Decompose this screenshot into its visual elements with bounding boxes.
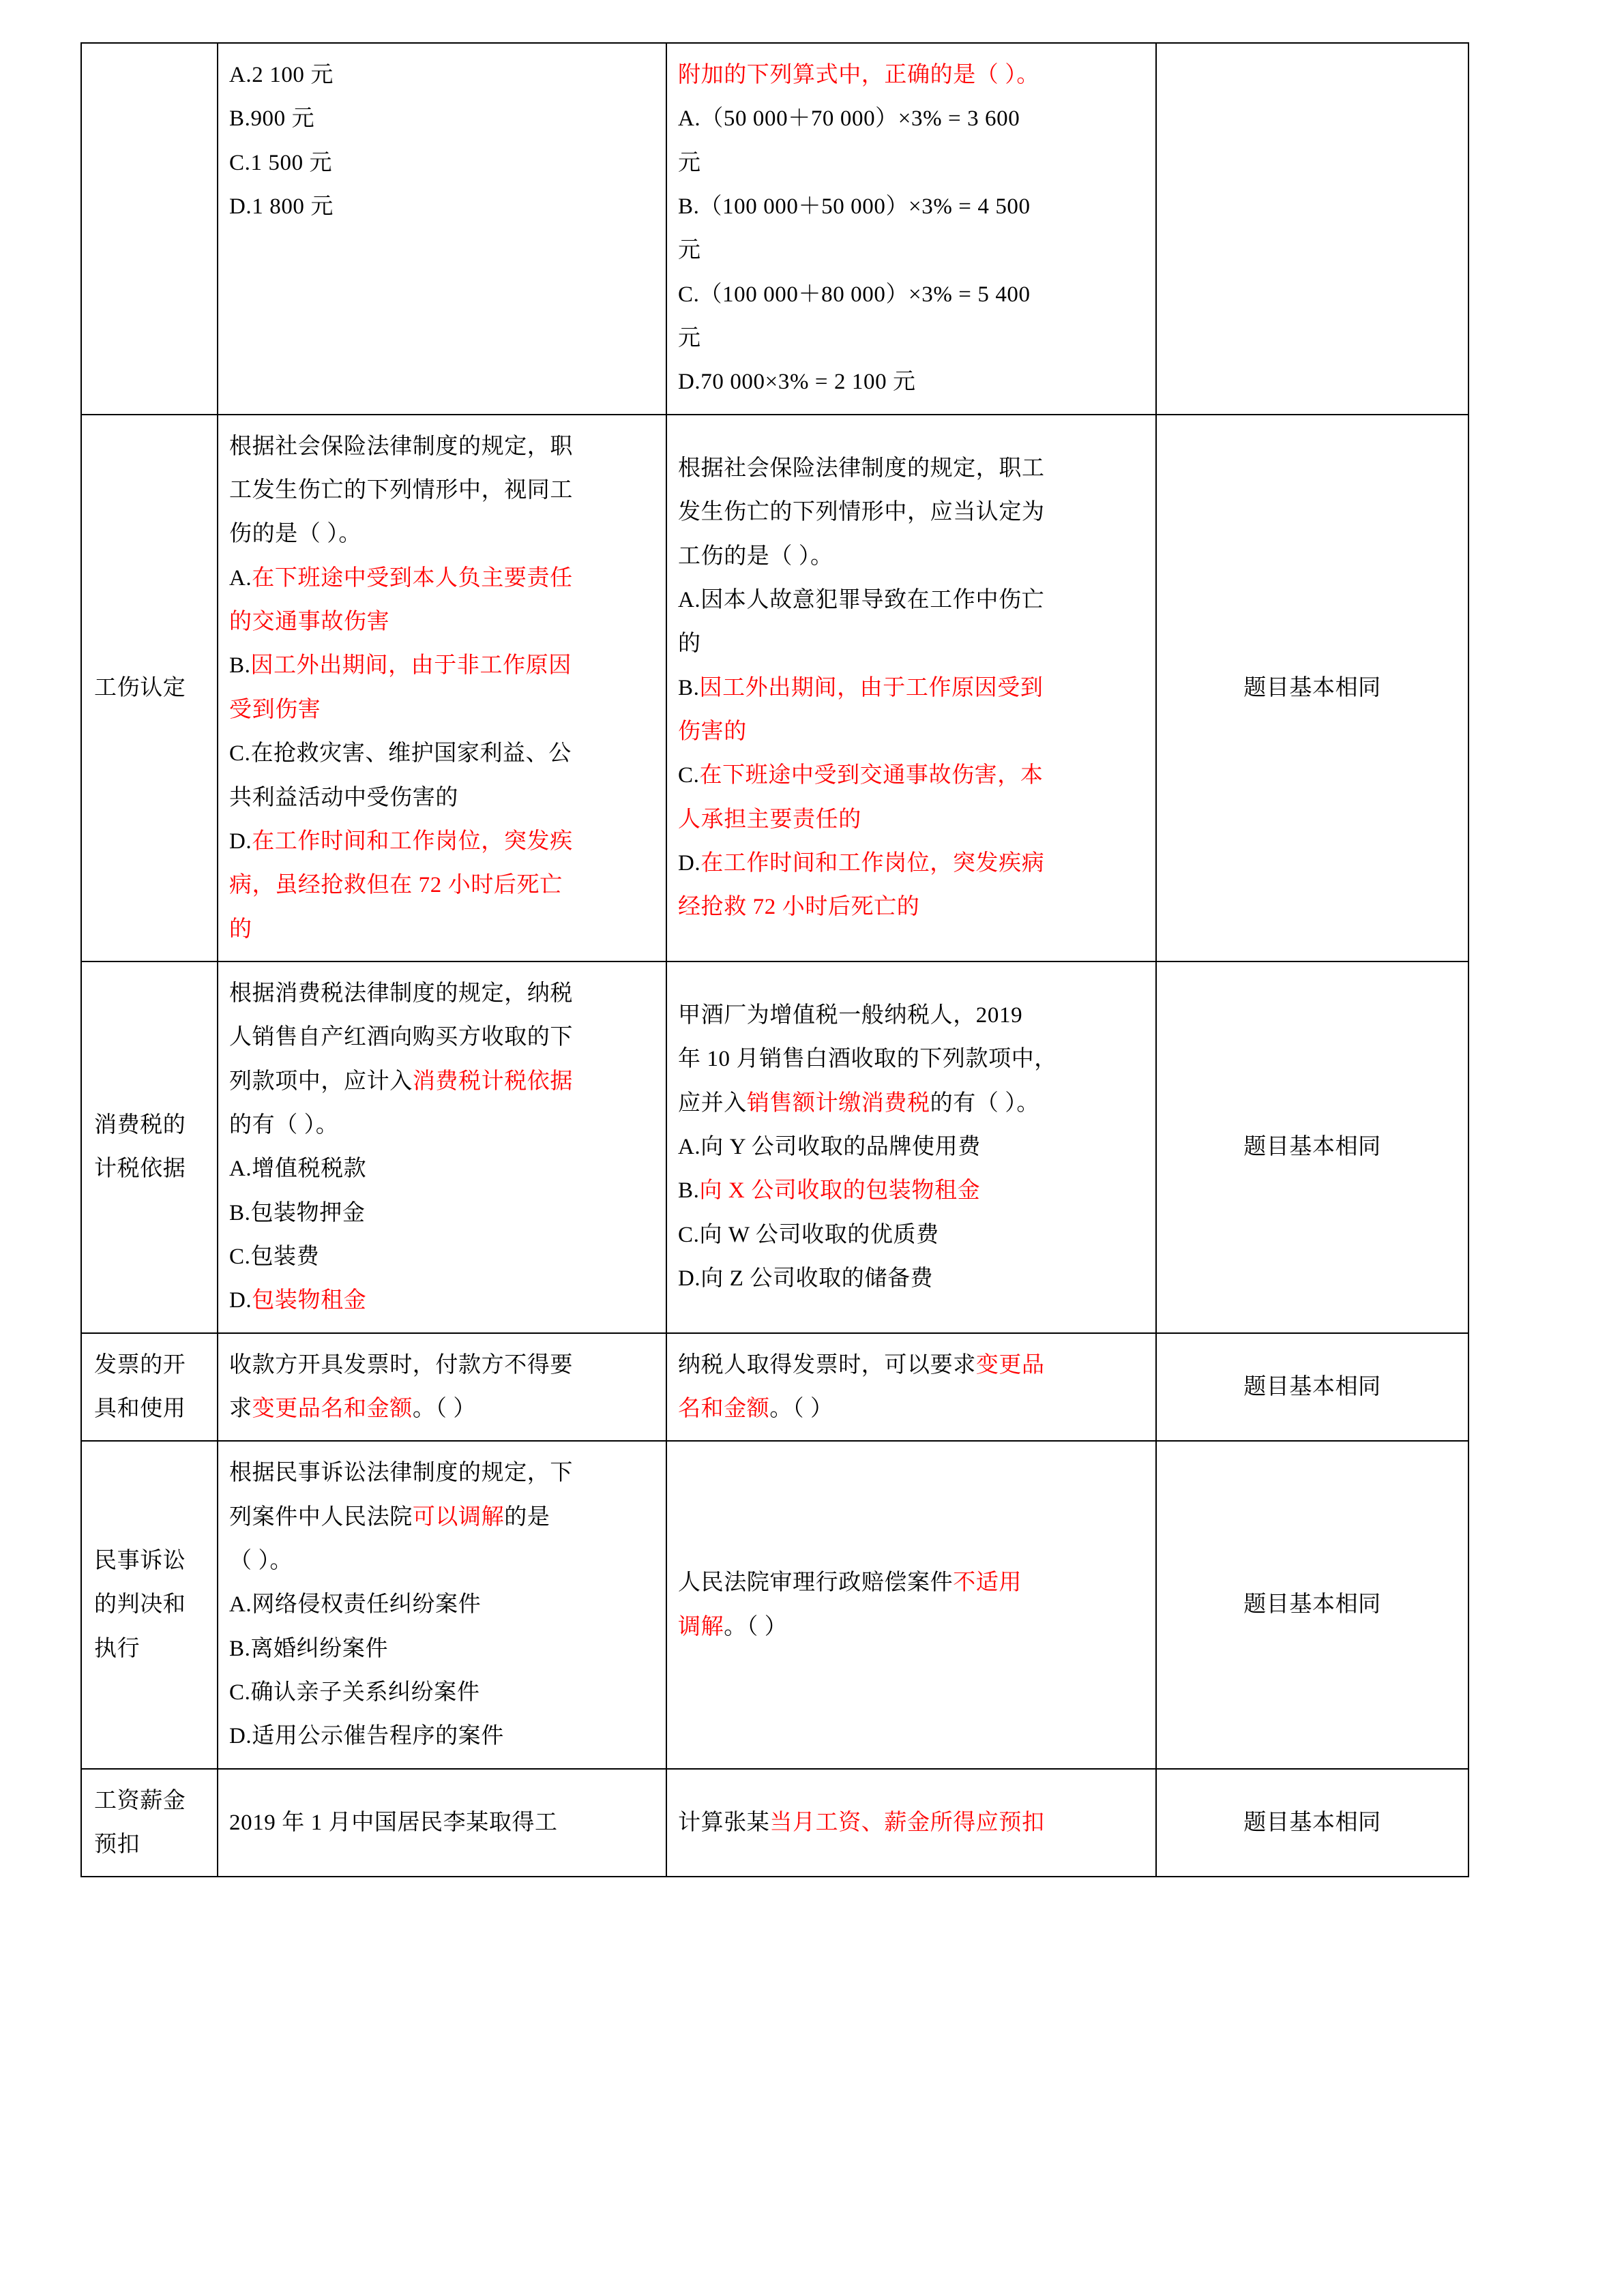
text-run: 元 — [678, 150, 701, 175]
text-line — [229, 1235, 655, 1279]
original-question-cell — [218, 415, 666, 961]
text-line — [678, 666, 1145, 710]
text-run: 求 — [229, 1396, 252, 1421]
text-run: 名和金额 — [678, 1396, 770, 1421]
text-run: 。（ ） — [769, 1396, 833, 1421]
text-line — [678, 1213, 1145, 1257]
text-line — [229, 1451, 655, 1495]
text-run: B. — [229, 653, 251, 679]
text-run-highlight: 当月工资、薪金所得应预扣 — [769, 1810, 1045, 1835]
topic-cell — [81, 43, 218, 415]
text-run: 的 — [229, 916, 252, 942]
text-run: 年 10 月销售白酒收取的下列款项中， — [678, 1047, 1057, 1072]
compared-question-cell — [666, 961, 1156, 1333]
text-run: 受到伤害 — [229, 697, 321, 722]
text-run: A.增值税税款 — [229, 1157, 367, 1182]
compared-question-cell — [666, 1441, 1156, 1768]
text-run: 2019 年 1 月中国居民李某取得工 — [229, 1810, 558, 1835]
note-cell: 题目基本相同 — [1156, 1441, 1468, 1768]
compared-question-cell — [666, 1769, 1156, 1877]
text-run: 根据民事诉讼法律制度的规定，下 — [229, 1461, 573, 1486]
text-line — [229, 1671, 655, 1714]
original-question-cell — [218, 1441, 666, 1768]
text-line — [229, 1191, 655, 1235]
text-run: 附加的下列算式中，正确的是（ ）。 — [678, 63, 1039, 87]
table-body — [81, 43, 1468, 1877]
text-line — [678, 273, 1145, 316]
text-line — [678, 622, 1145, 666]
text-line — [229, 468, 655, 512]
text-line — [229, 1583, 655, 1626]
text-line — [229, 972, 655, 1015]
text-line — [678, 185, 1145, 228]
text-run: 计算张某 — [678, 1810, 770, 1835]
text-run: 的有（ ）。 — [229, 1112, 339, 1137]
topic-cell: 工资薪金预扣 — [81, 1769, 218, 1877]
text-line — [678, 447, 1145, 490]
note-cell: 题目基本相同 — [1156, 1333, 1468, 1442]
text-line — [678, 535, 1145, 578]
text-line — [229, 512, 655, 556]
text-run-highlight: 因工外出期间，由于非工作原因 — [250, 653, 572, 679]
text-run: 病，虽经抢救但在 72 小时后死亡 — [229, 873, 563, 898]
text-run: 列款项中，应计入 — [229, 1069, 413, 1094]
text-line — [229, 1279, 655, 1322]
text-run: 的交通事故伤害 — [229, 610, 390, 635]
text-line — [229, 425, 655, 468]
text-run: 调解 — [678, 1614, 724, 1639]
comparison-table — [80, 42, 1469, 1877]
text-run: 。（ ） — [412, 1396, 476, 1421]
text-line — [229, 1539, 655, 1583]
text-run: 根据消费税法律制度的规定，纳税 — [229, 981, 573, 1006]
text-line — [678, 1169, 1145, 1212]
text-line — [678, 490, 1145, 534]
text-run: A.网络侵权责任纠纷案件 — [229, 1592, 482, 1617]
text-line — [229, 1627, 655, 1671]
text-run: 列案件中人民法院 — [229, 1504, 413, 1530]
note-cell: 题目基本相同 — [1156, 961, 1468, 1333]
table-row — [81, 1769, 1468, 1877]
text-run-highlight: 因工外出期间，由于工作原因受到 — [699, 675, 1044, 700]
text-line — [229, 732, 655, 775]
text-run: 的是 — [504, 1504, 550, 1530]
original-question-cell — [218, 961, 666, 1333]
text-run-highlight: 变更品 — [975, 1352, 1045, 1377]
text-line — [678, 316, 1145, 360]
text-line — [229, 1387, 655, 1431]
text-line — [229, 908, 655, 951]
text-line — [678, 1082, 1145, 1125]
text-line — [229, 1714, 655, 1758]
text-line — [678, 885, 1145, 929]
compared-question-cell — [666, 43, 1156, 415]
text-line — [229, 141, 655, 185]
text-run: 人民法院审理行政赔偿案件 — [678, 1570, 954, 1596]
topic-cell: 民事诉讼的判决和执行 — [81, 1441, 218, 1768]
text-line — [229, 863, 655, 907]
note-cell: 题目基本相同 — [1156, 415, 1468, 961]
text-run: 工发生伤亡的下列情形中，视同工 — [229, 478, 573, 503]
text-run: C.包装费 — [229, 1244, 320, 1269]
text-run: A.因本人故意犯罪导致在工作中伤亡 — [678, 587, 1045, 612]
text-run: D. — [229, 829, 252, 854]
text-run: B.900 元 — [229, 106, 315, 132]
text-run-highlight: 不适用 — [953, 1570, 1022, 1596]
text-run: A.向 Y 公司收取的品牌使用费 — [678, 1135, 981, 1160]
text-line — [229, 97, 655, 140]
text-line — [229, 1060, 655, 1103]
text-run-highlight: 包装物租金 — [252, 1288, 367, 1313]
text-run: C.确认亲子关系纠纷案件 — [229, 1680, 480, 1705]
text-line — [678, 798, 1145, 841]
text-run: 纳税人取得发票时，可以要求 — [678, 1352, 976, 1377]
text-run: B.离婚纠纷案件 — [229, 1636, 389, 1661]
text-run: A. — [229, 565, 252, 591]
text-run: C.在抢救灾害、维护国家利益、公 — [229, 741, 572, 766]
text-run: 伤害的 — [678, 719, 747, 744]
text-line — [229, 644, 655, 687]
text-line — [678, 1561, 1145, 1605]
text-line — [678, 1125, 1145, 1169]
text-run-highlight: 销售额计缴消费税 — [746, 1090, 930, 1116]
text-line — [229, 556, 655, 600]
text-run: 人销售自产红酒向购买方收取的下 — [229, 1025, 573, 1050]
text-run: 工伤的是（ ）。 — [678, 543, 833, 569]
text-line — [678, 1387, 1145, 1431]
text-line — [678, 754, 1145, 797]
text-run: 发生伤亡的下列情形中，应当认定为 — [678, 500, 1045, 525]
topic-cell: 工伤认定 — [81, 415, 218, 961]
text-run: 根据社会保险法律制度的规定，职 — [229, 434, 573, 459]
text-run: B. — [678, 1178, 700, 1204]
text-line — [229, 820, 655, 863]
text-run: B.包装物押金 — [229, 1200, 366, 1225]
compared-question-cell — [666, 415, 1156, 961]
original-question-cell — [218, 1769, 666, 1877]
text-run: C.（100 000＋80 000）×3% = 5 400 — [678, 282, 1031, 307]
text-run: 共利益活动中受伤害的 — [229, 785, 458, 810]
text-line — [678, 994, 1145, 1037]
text-run: D. — [229, 1288, 252, 1313]
text-run: 应并入 — [678, 1090, 747, 1116]
text-run: 根据社会保险法律制度的规定，职工 — [678, 456, 1045, 481]
text-line — [678, 228, 1145, 272]
text-run: 收款方开具发票时，付款方不得要 — [229, 1352, 573, 1377]
text-line — [229, 1801, 655, 1845]
compared-question-cell — [666, 1333, 1156, 1442]
text-run: B. — [678, 675, 700, 700]
topic-cell: 发票的开具和使用 — [81, 1333, 218, 1442]
text-run: 伤的是（ ）。 — [229, 522, 361, 547]
table-row — [81, 43, 1468, 415]
text-run: （ ）。 — [229, 1549, 293, 1573]
text-line — [678, 141, 1145, 185]
text-line — [229, 776, 655, 820]
text-line — [229, 1343, 655, 1387]
text-run: D.70 000×3% = 2 100 元 — [678, 370, 916, 395]
text-run-highlight: 变更品名和金额 — [252, 1396, 413, 1421]
text-line — [678, 710, 1145, 754]
table-row — [81, 961, 1468, 1333]
text-run: C.1 500 元 — [229, 150, 333, 175]
text-line — [678, 841, 1145, 885]
text-run: B.（100 000＋50 000）×3% = 4 500 — [678, 194, 1031, 220]
text-run-highlight: 向 X 公司收取的包装物租金 — [699, 1178, 981, 1204]
text-line — [678, 1257, 1145, 1300]
text-run-highlight: 在工作时间和工作岗位，突发疾病 — [700, 851, 1045, 876]
text-line — [229, 688, 655, 732]
text-line — [678, 1605, 1145, 1649]
original-question-cell — [218, 43, 666, 415]
topic-cell: 消费税的计税依据 — [81, 961, 218, 1333]
text-run: A.（50 000＋70 000）×3% = 3 600 — [678, 106, 1020, 132]
text-line — [229, 1495, 655, 1539]
text-run: D.1 800 元 — [229, 194, 334, 220]
text-line — [229, 1015, 655, 1059]
text-run: 甲酒厂为增值税一般纳税人，2019 — [678, 1003, 1023, 1028]
text-run: 元 — [678, 238, 701, 263]
text-run-highlight: 在下班途中受到本人负主要责任 — [252, 565, 573, 591]
text-run: A.2 100 元 — [229, 63, 334, 87]
table-row — [81, 415, 1468, 961]
text-line — [678, 1343, 1145, 1387]
note-cell — [1156, 43, 1468, 415]
text-line — [678, 1801, 1145, 1845]
original-question-cell — [218, 1333, 666, 1442]
text-run-highlight: 在工作时间和工作岗位，突发疾 — [252, 829, 573, 854]
text-run: C. — [678, 763, 700, 788]
text-run: 人承担主要责任的 — [678, 807, 861, 832]
text-run-highlight: 可以调解 — [412, 1504, 505, 1530]
text-run: 经抢救 72 小时后死亡的 — [678, 895, 920, 920]
text-run-highlight: 消费税计税依据 — [412, 1069, 574, 1094]
text-run: D.向 Z 公司收取的储备费 — [678, 1266, 934, 1292]
text-line — [678, 1037, 1145, 1081]
note-cell: 题目基本相同 — [1156, 1769, 1468, 1877]
text-line — [229, 53, 655, 97]
text-line — [229, 1147, 655, 1191]
table-row — [81, 1333, 1468, 1442]
table-row — [81, 1441, 1468, 1768]
text-line — [229, 185, 655, 228]
text-line — [678, 578, 1145, 622]
text-run: 的有（ ）。 — [930, 1090, 1039, 1116]
text-line — [678, 360, 1145, 404]
text-run: C.向 W 公司收取的优质费 — [678, 1222, 939, 1247]
text-line — [229, 600, 655, 644]
text-run-highlight: 在下班途中受到交通事故伤害，本 — [699, 763, 1044, 788]
text-line — [229, 1103, 655, 1147]
text-line — [678, 53, 1145, 97]
text-run: D.适用公示催告程序的案件 — [229, 1724, 504, 1749]
text-run: 的 — [678, 631, 701, 657]
text-line — [678, 97, 1145, 140]
text-run: 元 — [678, 326, 701, 351]
text-run: 。（ ） — [724, 1614, 788, 1639]
text-run: D. — [678, 851, 701, 876]
